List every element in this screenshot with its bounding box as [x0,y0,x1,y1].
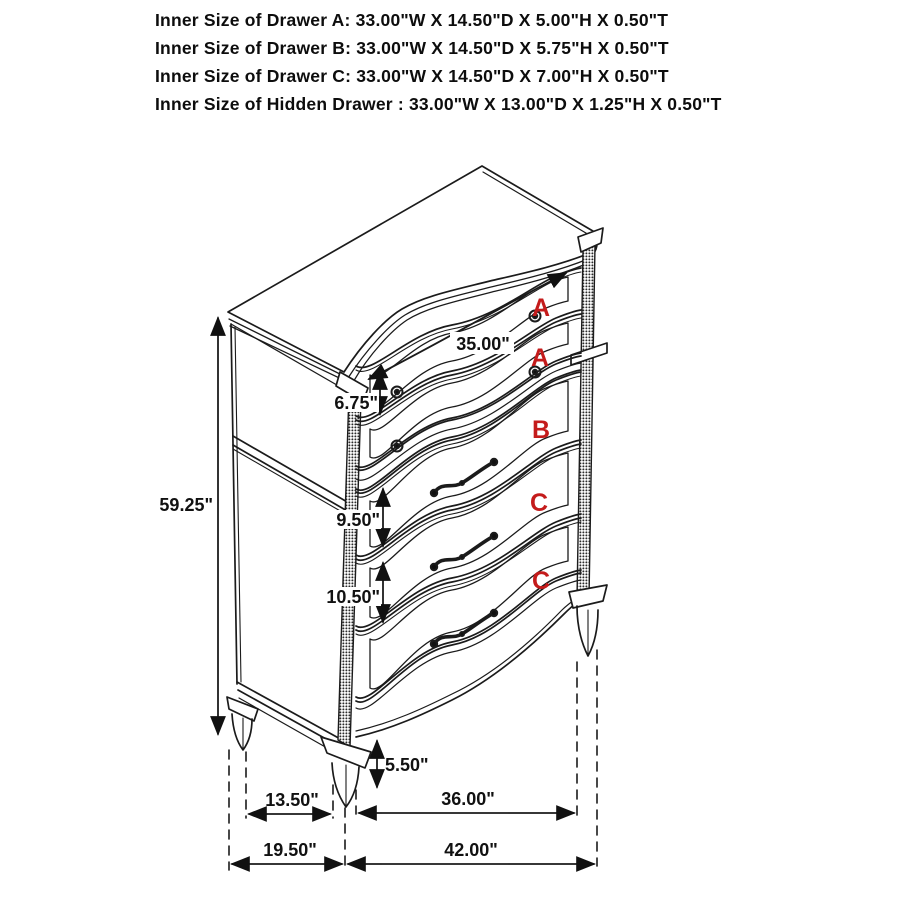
front-right-leg [569,585,607,656]
label-total-width: 42.00" [444,840,498,860]
spec-line-drawer-a: Inner Size of Drawer A: 33.00"W X 14.50"D X 5.00"H X 0.50"T [155,10,669,30]
label-top-width: 35.00" [456,334,510,354]
label-drawer-b-height: 9.50" [336,510,380,530]
spec-line-drawer-b: Inner Size of Drawer B: 33.00"W X 14.50"D X 5.75"H X 0.50"T [155,38,669,58]
label-drawer-a-height: 6.75" [334,393,378,413]
waist-molding-left [233,436,349,516]
knob-a1-left [392,387,403,398]
drawer-a2-letter: A [530,344,550,372]
front-left-leg [321,737,371,807]
right-post-capital [578,228,603,252]
label-total-height: 59.25" [159,495,213,515]
label-leg-height: 5.50" [385,755,429,775]
chest-left-panel [231,324,349,757]
front-right-post [571,228,607,598]
label-total-depth: 19.50" [263,840,317,860]
label-drawer-c-height: 10.50" [326,587,380,607]
label-inner-width: 36.00" [441,789,495,809]
label-inner-depth: 13.50" [265,790,319,810]
drawer-b-letter: B [531,416,551,444]
drawer-a1-letter: A [531,294,551,322]
bail-handle-b [431,459,497,496]
back-left-leg [227,697,258,750]
drawer-c1-letter: C [529,489,549,517]
spec-line-hidden-drawer: Inner Size of Hidden Drawer : 33.00"W X 13.00"D X 1.25"H X 0.50"T [155,94,722,114]
drawer-c2-letter: C [531,567,551,595]
spec-line-drawer-c: Inner Size of Drawer C: 33.00"W X 14.50"D X 7.00"H X 0.50"T [155,66,669,86]
drawer-c1 [356,444,581,627]
base-molding-front [356,573,581,737]
